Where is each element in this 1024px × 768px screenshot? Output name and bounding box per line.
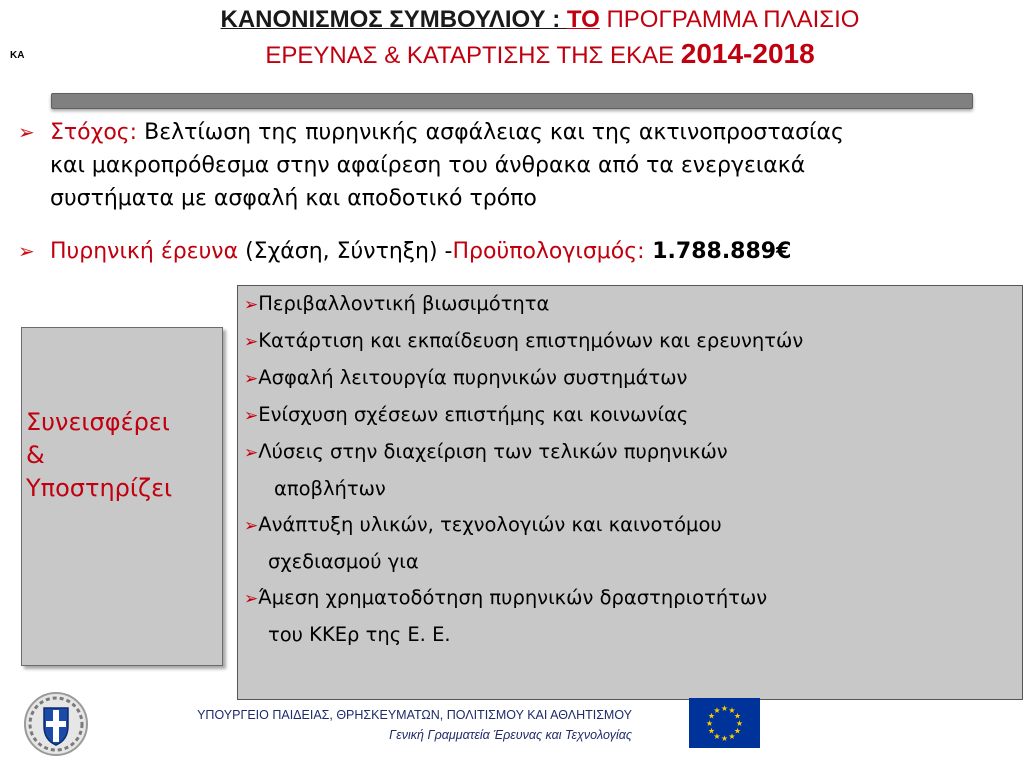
arrowhead-bullet-icon: ➢ (244, 295, 259, 315)
greek-state-emblem-icon (22, 690, 90, 758)
contributions-list (244, 286, 1014, 653)
arrowhead-bullet-icon: ➢ (244, 406, 259, 426)
contributes-box (21, 327, 223, 666)
contributions-box (237, 285, 1023, 700)
eu-star-icon: ★ (733, 711, 742, 721)
title-programme: ΠΡΟΓΡΑΜΜΑ ΠΛΑΙΣΙΟ (599, 6, 860, 33)
list-item-continuation: του ΚΚΕρ της Ε. Ε. (268, 623, 451, 646)
eu-star-icon: ★ (728, 732, 736, 741)
budget-label: Προϋπολογισμός: (452, 239, 645, 264)
eu-star-icon: ★ (707, 711, 716, 721)
nuclear-paren: (Σχάση, Σύντηξη) - (238, 239, 453, 264)
arrowhead-bullet-icon: ➢ (244, 369, 259, 389)
slide-title-line2 (120, 38, 960, 72)
nuclear-label: Πυρηνική έρευνα (50, 239, 239, 264)
contributes-line3: Υποστηρίζει (26, 474, 173, 502)
goal-paragraph (18, 116, 1008, 215)
eu-star-icon: ★ (733, 726, 742, 736)
arrowhead-bullet-icon: ➢ (244, 516, 259, 536)
arrowhead-bullet-icon: ➢ (18, 239, 35, 263)
list-item: ➢Άμεση χρηματοδότηση πυρηνικών δραστηριοτήτων (244, 586, 768, 609)
list-item-continuation: αποβλήτων (274, 477, 386, 500)
eu-star-icon: ★ (707, 726, 716, 736)
list-item-continuation: σχεδιασμού για (268, 550, 419, 573)
corner-tag: ΚΑ (10, 50, 25, 61)
goal-label: Στόχος: (50, 120, 138, 145)
eu-star-icon: ★ (720, 734, 729, 743)
list-item: ➢Ανάπτυξη υλικών, τεχνολογιών και καινοτόμου (244, 513, 722, 536)
title-divider-bar (51, 93, 973, 109)
list-item: ➢Περιβαλλοντική βιωσιμότητα (244, 292, 550, 315)
footer-secretariat: Γενική Γραμματεία Έρευνας και Τεχνολογίας (389, 728, 632, 742)
arrowhead-bullet-icon: ➢ (244, 332, 259, 352)
list-item: ➢Κατάρτιση και εκπαίδευση επιστημόνων και ερευνητών (244, 329, 804, 352)
arrowhead-bullet-icon: ➢ (244, 443, 259, 463)
goal-line3: συστήματα με ασφαλή και αποδοτικό τρόπο (50, 186, 537, 211)
contributes-line1: Συνεισφέρει (26, 408, 170, 436)
list-item: ➢Ενίσχυση σχέσεων επιστήμης και κοινωνίας (244, 403, 689, 426)
goal-line2: και μακροπρόθεσμα στην αφαίρεση του άνθρακα από τα ενεργειακά (50, 153, 806, 178)
title-to: ΤΟ (566, 6, 600, 33)
goal-line1: Βελτίωση της πυρηνικής ασφάλειας και της ακτινοπροστασίας (137, 120, 844, 145)
eu-star-icon: ★ (728, 706, 736, 715)
eu-star-icon: ★ (720, 704, 729, 713)
eu-star-icon: ★ (705, 719, 714, 728)
eu-star-icon: ★ (713, 706, 721, 715)
contributes-line2: & (26, 441, 45, 469)
slide-title-line1 (120, 4, 960, 36)
list-item: ➢Ασφαλή λειτουργία πυρηνικών συστημάτων (244, 366, 688, 389)
arrowhead-bullet-icon: ➢ (244, 589, 259, 609)
eu-flag-icon (689, 698, 760, 748)
list-item: ➢Λύσεις στην διαχείριση των τελικών πυρηνικών (244, 440, 728, 463)
title-years: 2014-2018 (680, 38, 815, 69)
arrowhead-bullet-icon: ➢ (18, 120, 35, 144)
footer-ministry: ΥΠΟΥΡΓΕΙΟ ΠΑΙΔΕΙΑΣ, ΘΡΗΣΚΕΥΜΑΤΩΝ, ΠΟΛΙΤΙΣΜΟΥ ΚΑΙ ΑΘΛΗΤΙΣΜΟΥ (197, 708, 632, 722)
eu-star-icon: ★ (735, 719, 744, 728)
title-research-training: ΕΡΕΥΝΑΣ & ΚΑΤΑΡΤΙΣΗΣ ΤΗΣ ΕΚΑΕ (265, 42, 681, 69)
budget-value: 1.788.889€ (644, 239, 792, 264)
nuclear-research-line (18, 235, 1008, 268)
eu-star-icon: ★ (713, 732, 721, 741)
title-regulation: ΚΑΝΟΝΙΣΜΟΣ ΣΥΜΒΟΥΛΙΟΥ : (220, 6, 567, 33)
